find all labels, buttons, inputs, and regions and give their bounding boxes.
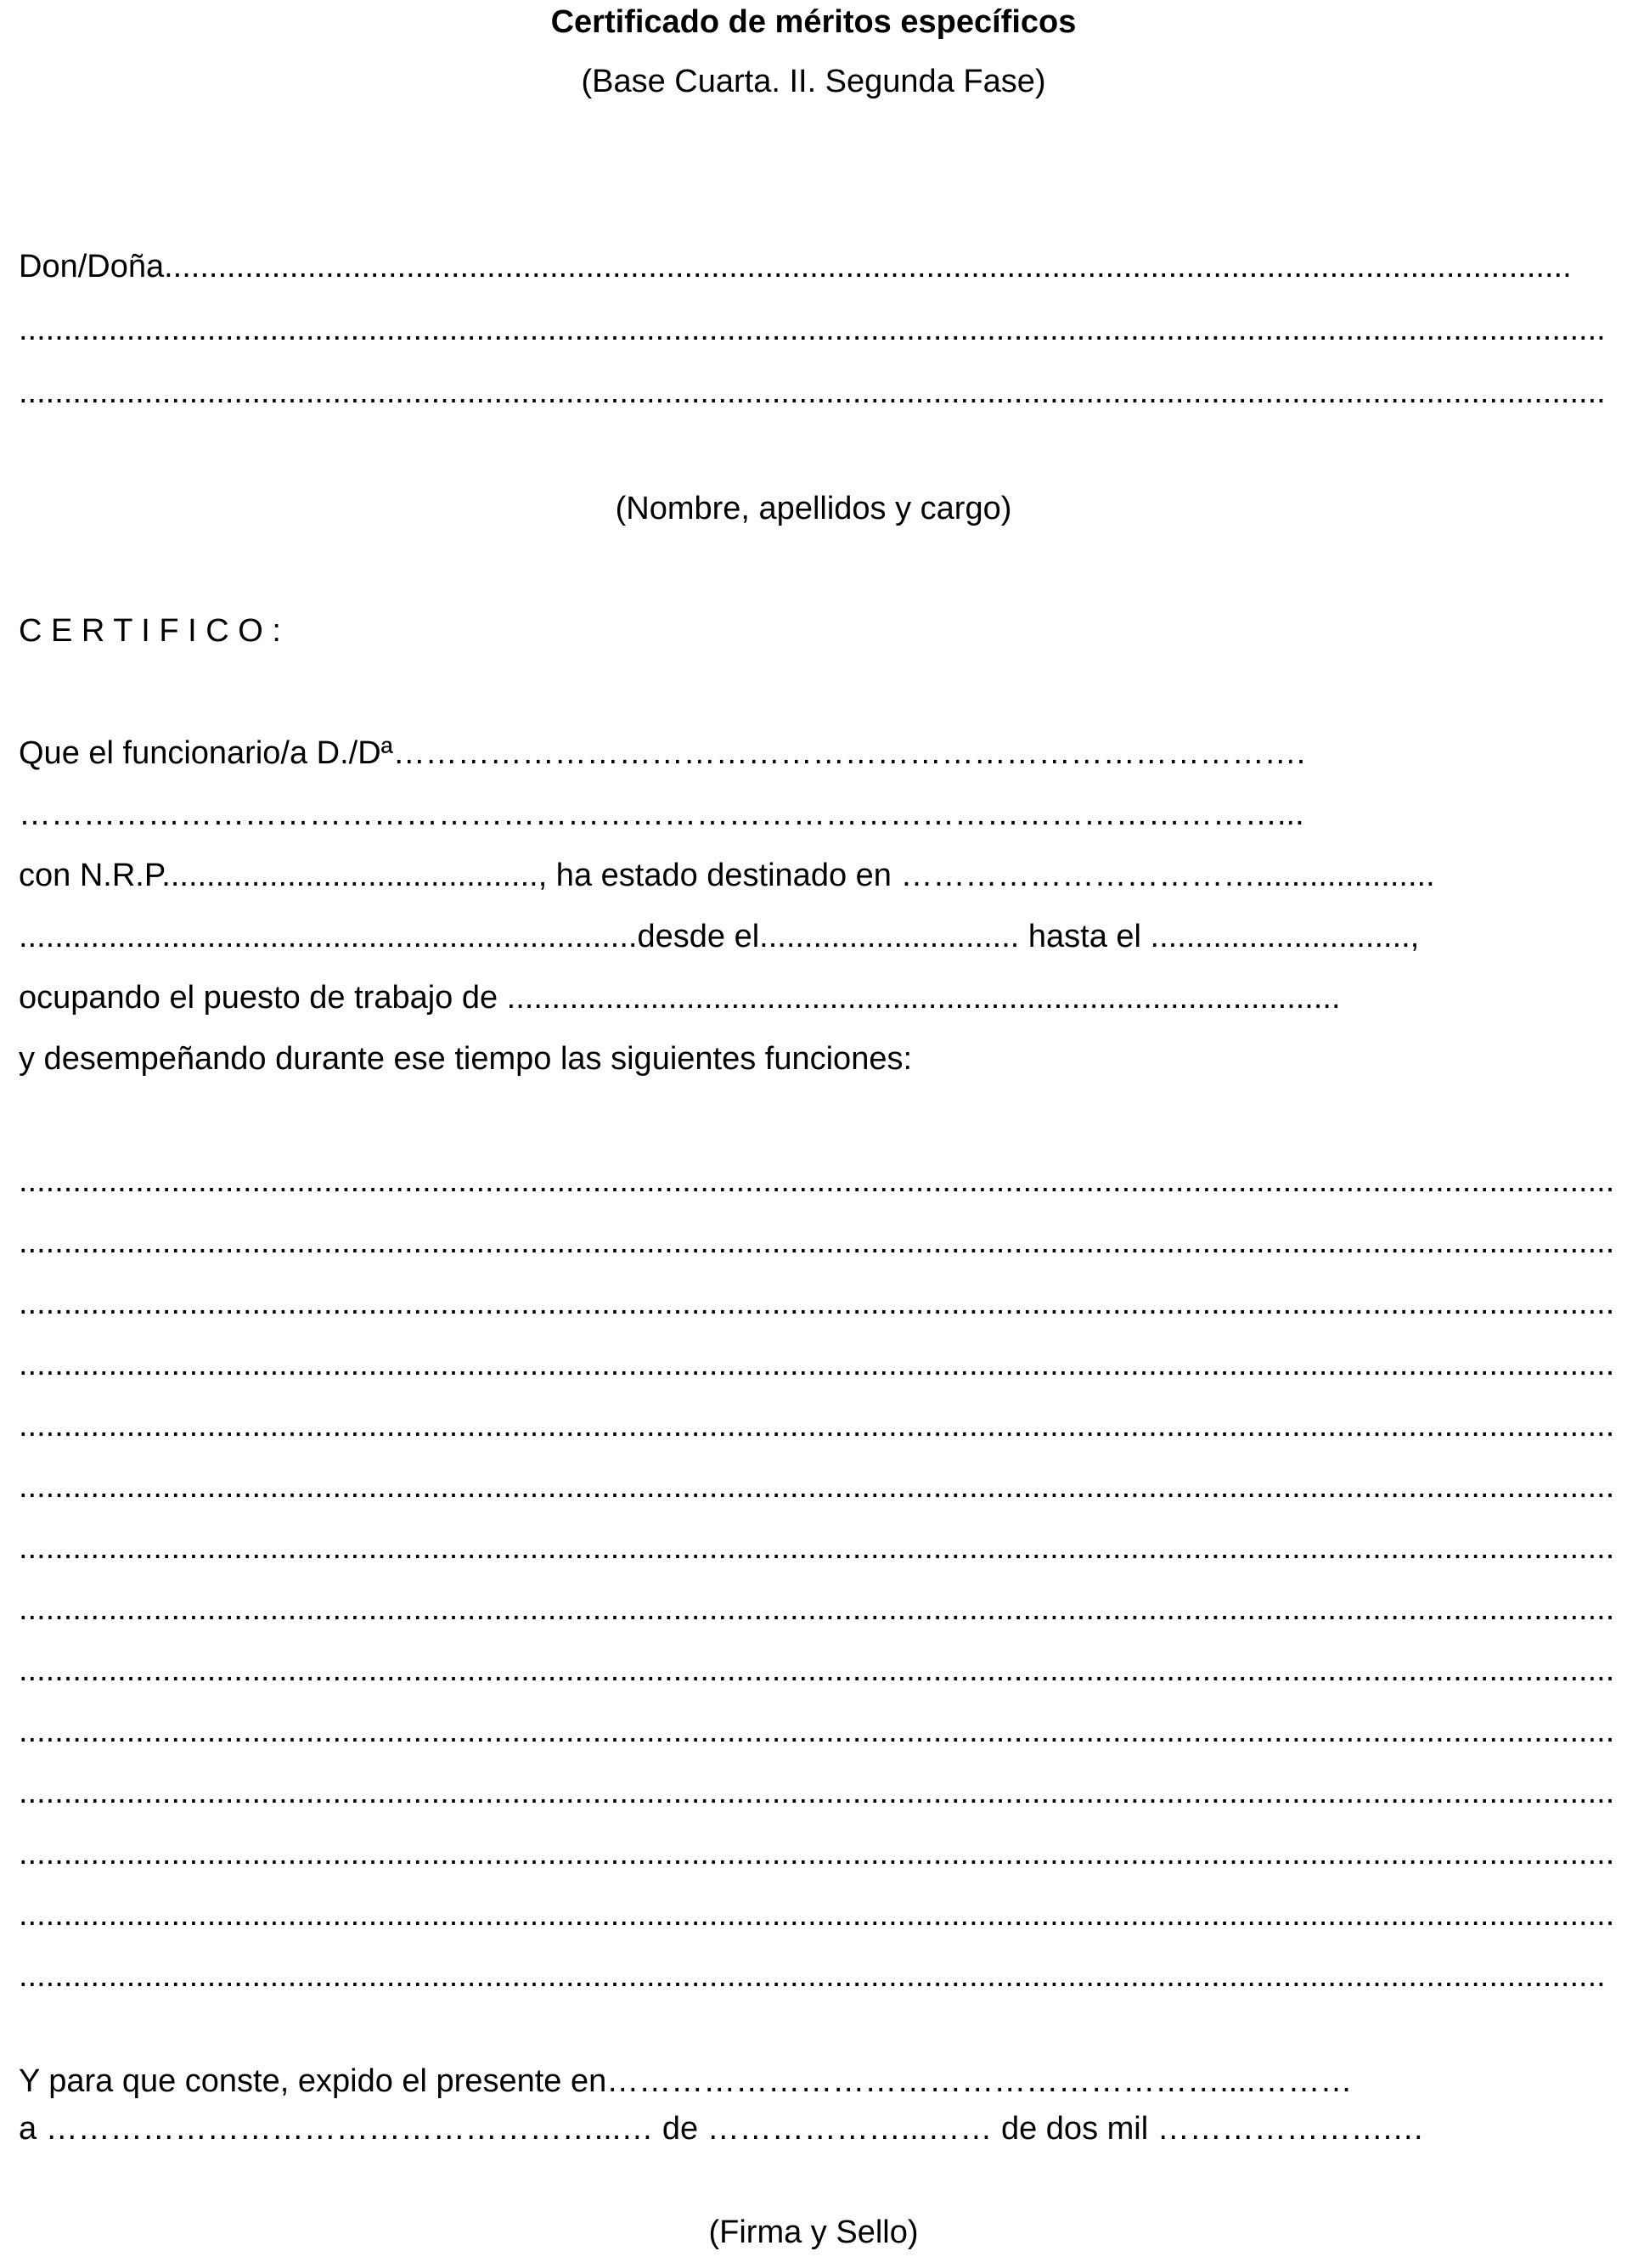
- function-line: ..................................................................................................................................................................................: [19, 1224, 1615, 1260]
- function-line: .................................................................................................................................................................................: [19, 1958, 1606, 1994]
- body-line-funcionario: Que el funcionario/a D./Dª………………………………………………………………………….: [19, 735, 1306, 771]
- function-line: ..................................................................................................................................................................................: [19, 1469, 1615, 1505]
- body-line-funcionario-cont: ………………………………………………………………………………………………………...: [19, 796, 1304, 832]
- function-line: ..................................................................................................................................................................................: [19, 1775, 1615, 1810]
- don-caption: (Nombre, apellidos y cargo): [615, 491, 1012, 526]
- document-title: Certificado de méritos específicos: [550, 4, 1077, 40]
- function-line: ..................................................................................................................................................................................: [19, 1408, 1615, 1444]
- certifico-heading: C E R T I F I C O :: [19, 613, 281, 649]
- don-line-1: Don/Doña.............................................................................................................................................................: [19, 249, 1572, 284]
- function-line: ..................................................................................................................................................................................: [19, 1286, 1615, 1321]
- function-line: ..................................................................................................................................................................................: [19, 1530, 1615, 1566]
- closing-line-place: Y para que conste, expido el presente en…………………………………………………....………: [19, 2063, 1353, 2099]
- signature-caption: (Firma y Sello): [708, 2215, 919, 2250]
- don-line-3: .................................................................................................................................................................................: [19, 374, 1606, 410]
- function-line: ..................................................................................................................................................................................: [19, 1836, 1615, 1871]
- don-line-2: .................................................................................................................................................................................: [19, 312, 1606, 347]
- function-line: ..................................................................................................................................................................................: [19, 1591, 1615, 1627]
- function-line: ..................................................................................................................................................................................: [19, 1347, 1615, 1382]
- function-line: ..................................................................................................................................................................................: [19, 1652, 1615, 1688]
- function-line: ..................................................................................................................................................................................: [19, 1714, 1615, 1749]
- closing-line-date: a ……………………………………………...… de ………………...…… de dos mil ………………….…: [19, 2111, 1425, 2147]
- body-line-dates: .....................................................................desde el............................. hasta el .............................,: [19, 919, 1420, 954]
- body-line-nrp: con N.R.P.........................................., ha estado destinado en ……………………………....................: [19, 858, 1435, 893]
- document-subtitle: (Base Cuarta. II. Segunda Fase): [581, 64, 1046, 99]
- function-line: ..................................................................................................................................................................................: [19, 1897, 1615, 1933]
- body-line-funciones-intro: y desempeñando durante ese tiempo las siguientes funciones:: [19, 1041, 913, 1077]
- function-line: ..................................................................................................................................................................................: [19, 1163, 1615, 1199]
- body-line-puesto: ocupando el puesto de trabajo de .............................................................................................: [19, 980, 1341, 1016]
